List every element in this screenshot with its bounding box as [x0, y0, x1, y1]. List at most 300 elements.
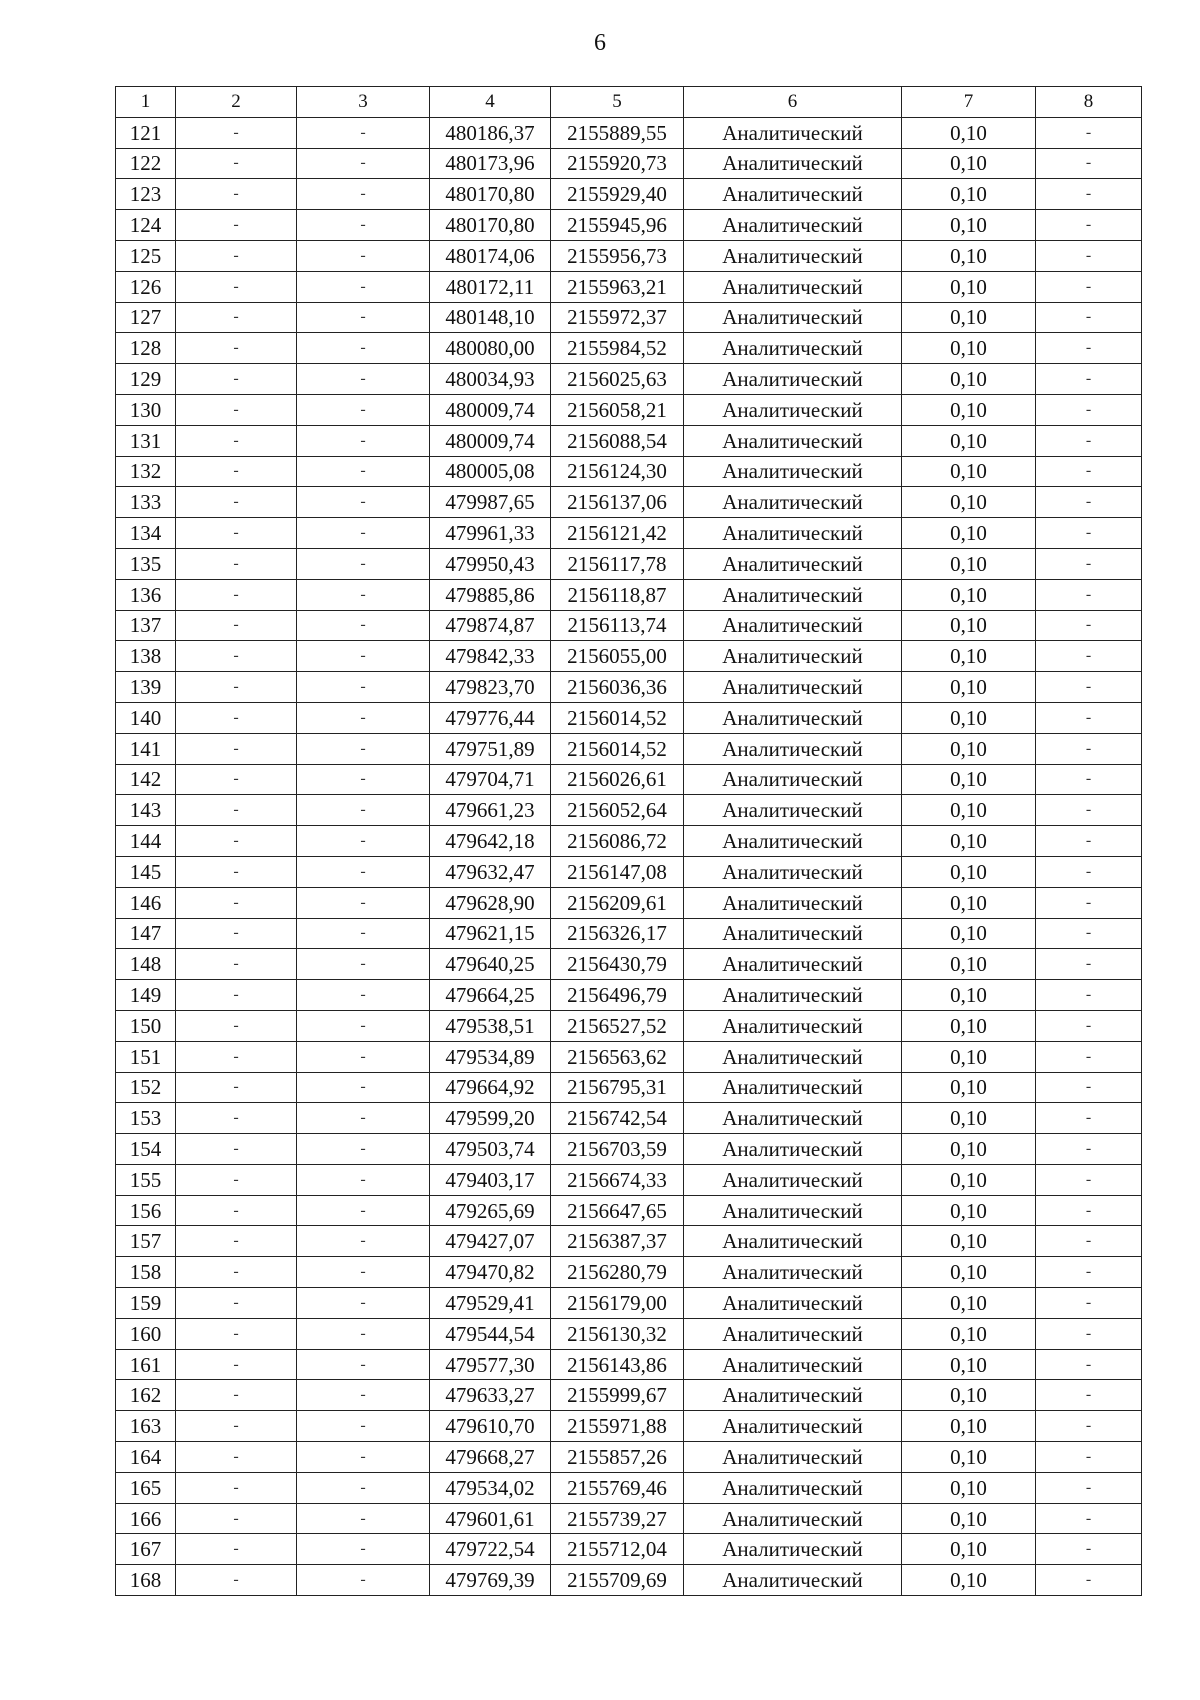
- column-8-cell: -: [1036, 702, 1142, 733]
- column-2-cell: -: [176, 795, 297, 826]
- column-8-cell: -: [1036, 795, 1142, 826]
- y-coordinate-cell: 2156527,52: [551, 1010, 684, 1041]
- accuracy-cell: 0,10: [902, 1411, 1036, 1442]
- point-number-cell: 167: [116, 1534, 176, 1565]
- column-3-cell: -: [297, 980, 430, 1011]
- column-2-cell: -: [176, 456, 297, 487]
- column-8-cell: -: [1036, 302, 1142, 333]
- table-row: [116, 487, 1142, 518]
- y-coordinate-cell: 2155971,88: [551, 1411, 684, 1442]
- coordinates-table: [115, 86, 1142, 1596]
- column-3-cell: -: [297, 425, 430, 456]
- point-number-cell: 126: [116, 271, 176, 302]
- accuracy-cell: 0,10: [902, 610, 1036, 641]
- point-number-cell: 164: [116, 1442, 176, 1473]
- accuracy-cell: 0,10: [902, 148, 1036, 179]
- column-8-cell: -: [1036, 456, 1142, 487]
- column-2-cell: -: [176, 425, 297, 456]
- column-3-cell: -: [297, 1288, 430, 1319]
- accuracy-cell: 0,10: [902, 1380, 1036, 1411]
- accuracy-cell: 0,10: [902, 425, 1036, 456]
- column-8-cell: -: [1036, 672, 1142, 703]
- accuracy-cell: 0,10: [902, 795, 1036, 826]
- method-cell: Аналитический: [684, 764, 902, 795]
- table-row: [116, 240, 1142, 271]
- x-coordinate-cell: 479534,02: [430, 1472, 551, 1503]
- x-coordinate-cell: 480170,80: [430, 210, 551, 241]
- accuracy-cell: 0,10: [902, 179, 1036, 210]
- table-row: [116, 764, 1142, 795]
- table-row: [116, 1349, 1142, 1380]
- x-coordinate-cell: 480170,80: [430, 179, 551, 210]
- column-2-cell: -: [176, 1134, 297, 1165]
- column-3-cell: -: [297, 117, 430, 148]
- x-coordinate-cell: 480148,10: [430, 302, 551, 333]
- x-coordinate-cell: 480186,37: [430, 117, 551, 148]
- point-number-cell: 161: [116, 1349, 176, 1380]
- column-8-cell: -: [1036, 117, 1142, 148]
- point-number-cell: 162: [116, 1380, 176, 1411]
- y-coordinate-cell: 2156130,32: [551, 1318, 684, 1349]
- column-2-cell: -: [176, 210, 297, 241]
- column-8-cell: -: [1036, 1195, 1142, 1226]
- y-coordinate-cell: 2156014,52: [551, 702, 684, 733]
- point-number-cell: 130: [116, 394, 176, 425]
- accuracy-cell: 0,10: [902, 333, 1036, 364]
- table-row: [116, 610, 1142, 641]
- y-coordinate-cell: 2155956,73: [551, 240, 684, 271]
- column-3-cell: -: [297, 1164, 430, 1195]
- column-2-cell: -: [176, 1472, 297, 1503]
- method-cell: Аналитический: [684, 456, 902, 487]
- y-coordinate-cell: 2156036,36: [551, 672, 684, 703]
- y-coordinate-cell: 2155769,46: [551, 1472, 684, 1503]
- point-number-cell: 125: [116, 240, 176, 271]
- y-coordinate-cell: 2156052,64: [551, 795, 684, 826]
- y-coordinate-cell: 2156025,63: [551, 364, 684, 395]
- column-8-cell: -: [1036, 364, 1142, 395]
- table-row: [116, 425, 1142, 456]
- accuracy-cell: 0,10: [902, 117, 1036, 148]
- y-coordinate-cell: 2156137,06: [551, 487, 684, 518]
- column-2-cell: -: [176, 1226, 297, 1257]
- method-cell: Аналитический: [684, 1503, 902, 1534]
- y-coordinate-cell: 2155889,55: [551, 117, 684, 148]
- table-row: [116, 1380, 1142, 1411]
- column-2-cell: -: [176, 918, 297, 949]
- method-cell: Аналитический: [684, 795, 902, 826]
- column-2-cell: -: [176, 856, 297, 887]
- table-row: [116, 117, 1142, 148]
- table-header-row: [116, 87, 1142, 118]
- table-row: [116, 826, 1142, 857]
- point-number-cell: 127: [116, 302, 176, 333]
- column-header: 6: [684, 87, 902, 118]
- column-2-cell: -: [176, 1103, 297, 1134]
- column-3-cell: -: [297, 1534, 430, 1565]
- method-cell: Аналитический: [684, 240, 902, 271]
- x-coordinate-cell: 479470,82: [430, 1257, 551, 1288]
- column-3-cell: -: [297, 1010, 430, 1041]
- column-3-cell: -: [297, 1349, 430, 1380]
- point-number-cell: 131: [116, 425, 176, 456]
- point-number-cell: 141: [116, 733, 176, 764]
- point-number-cell: 163: [116, 1411, 176, 1442]
- accuracy-cell: 0,10: [902, 364, 1036, 395]
- accuracy-cell: 0,10: [902, 733, 1036, 764]
- accuracy-cell: 0,10: [902, 210, 1036, 241]
- column-3-cell: -: [297, 641, 430, 672]
- column-8-cell: -: [1036, 1134, 1142, 1165]
- column-2-cell: -: [176, 641, 297, 672]
- x-coordinate-cell: 479601,61: [430, 1503, 551, 1534]
- accuracy-cell: 0,10: [902, 856, 1036, 887]
- column-3-cell: -: [297, 548, 430, 579]
- x-coordinate-cell: 479503,74: [430, 1134, 551, 1165]
- column-8-cell: -: [1036, 949, 1142, 980]
- y-coordinate-cell: 2156124,30: [551, 456, 684, 487]
- y-coordinate-cell: 2156055,00: [551, 641, 684, 672]
- column-8-cell: -: [1036, 1164, 1142, 1195]
- x-coordinate-cell: 479610,70: [430, 1411, 551, 1442]
- point-number-cell: 138: [116, 641, 176, 672]
- point-number-cell: 150: [116, 1010, 176, 1041]
- point-number-cell: 157: [116, 1226, 176, 1257]
- x-coordinate-cell: 479661,23: [430, 795, 551, 826]
- method-cell: Аналитический: [684, 394, 902, 425]
- column-2-cell: -: [176, 980, 297, 1011]
- y-coordinate-cell: 2156113,74: [551, 610, 684, 641]
- x-coordinate-cell: 479776,44: [430, 702, 551, 733]
- method-cell: Аналитический: [684, 1534, 902, 1565]
- column-2-cell: -: [176, 764, 297, 795]
- table-row: [116, 1534, 1142, 1565]
- column-3-cell: -: [297, 364, 430, 395]
- column-3-cell: -: [297, 1380, 430, 1411]
- column-8-cell: -: [1036, 1257, 1142, 1288]
- column-2-cell: -: [176, 1041, 297, 1072]
- y-coordinate-cell: 2155945,96: [551, 210, 684, 241]
- column-2-cell: -: [176, 271, 297, 302]
- column-8-cell: -: [1036, 1472, 1142, 1503]
- column-3-cell: -: [297, 456, 430, 487]
- column-2-cell: -: [176, 394, 297, 425]
- accuracy-cell: 0,10: [902, 1257, 1036, 1288]
- y-coordinate-cell: 2156209,61: [551, 887, 684, 918]
- column-8-cell: -: [1036, 1072, 1142, 1103]
- accuracy-cell: 0,10: [902, 456, 1036, 487]
- table-row: [116, 579, 1142, 610]
- column-3-cell: -: [297, 271, 430, 302]
- x-coordinate-cell: 479704,71: [430, 764, 551, 795]
- column-3-cell: -: [297, 1442, 430, 1473]
- y-coordinate-cell: 2156280,79: [551, 1257, 684, 1288]
- column-8-cell: -: [1036, 764, 1142, 795]
- method-cell: Аналитический: [684, 210, 902, 241]
- accuracy-cell: 0,10: [902, 1134, 1036, 1165]
- table-row: [116, 271, 1142, 302]
- column-3-cell: -: [297, 148, 430, 179]
- method-cell: Аналитический: [684, 1565, 902, 1596]
- x-coordinate-cell: 479599,20: [430, 1103, 551, 1134]
- accuracy-cell: 0,10: [902, 949, 1036, 980]
- point-number-cell: 158: [116, 1257, 176, 1288]
- column-2-cell: -: [176, 1072, 297, 1103]
- column-3-cell: -: [297, 210, 430, 241]
- table-row: [116, 518, 1142, 549]
- table-row: [116, 1411, 1142, 1442]
- x-coordinate-cell: 479751,89: [430, 733, 551, 764]
- x-coordinate-cell: 479842,33: [430, 641, 551, 672]
- table-row: [116, 641, 1142, 672]
- y-coordinate-cell: 2156121,42: [551, 518, 684, 549]
- x-coordinate-cell: 480034,93: [430, 364, 551, 395]
- table-row: [116, 179, 1142, 210]
- method-cell: Аналитический: [684, 487, 902, 518]
- column-8-cell: -: [1036, 179, 1142, 210]
- column-header: 2: [176, 87, 297, 118]
- method-cell: Аналитический: [684, 1472, 902, 1503]
- y-coordinate-cell: 2155709,69: [551, 1565, 684, 1596]
- column-3-cell: -: [297, 1472, 430, 1503]
- x-coordinate-cell: 479621,15: [430, 918, 551, 949]
- column-2-cell: -: [176, 672, 297, 703]
- method-cell: Аналитический: [684, 1442, 902, 1473]
- x-coordinate-cell: 479265,69: [430, 1195, 551, 1226]
- column-3-cell: -: [297, 1318, 430, 1349]
- column-2-cell: -: [176, 487, 297, 518]
- column-2-cell: -: [176, 1380, 297, 1411]
- table-row: [116, 333, 1142, 364]
- x-coordinate-cell: 479823,70: [430, 672, 551, 703]
- column-3-cell: -: [297, 333, 430, 364]
- table-row: [116, 1442, 1142, 1473]
- column-2-cell: -: [176, 1164, 297, 1195]
- y-coordinate-cell: 2156326,17: [551, 918, 684, 949]
- x-coordinate-cell: 480005,08: [430, 456, 551, 487]
- column-3-cell: -: [297, 949, 430, 980]
- method-cell: Аналитический: [684, 1226, 902, 1257]
- column-header: 5: [551, 87, 684, 118]
- accuracy-cell: 0,10: [902, 1442, 1036, 1473]
- method-cell: Аналитический: [684, 1164, 902, 1195]
- accuracy-cell: 0,10: [902, 1072, 1036, 1103]
- column-2-cell: -: [176, 548, 297, 579]
- table-body: [116, 117, 1142, 1595]
- column-2-cell: -: [176, 240, 297, 271]
- table-row: [116, 364, 1142, 395]
- column-2-cell: -: [176, 579, 297, 610]
- y-coordinate-cell: 2155857,26: [551, 1442, 684, 1473]
- point-number-cell: 123: [116, 179, 176, 210]
- column-8-cell: -: [1036, 425, 1142, 456]
- point-number-cell: 153: [116, 1103, 176, 1134]
- point-number-cell: 144: [116, 826, 176, 857]
- accuracy-cell: 0,10: [902, 764, 1036, 795]
- x-coordinate-cell: 479529,41: [430, 1288, 551, 1319]
- column-3-cell: -: [297, 918, 430, 949]
- column-2-cell: -: [176, 887, 297, 918]
- y-coordinate-cell: 2156143,86: [551, 1349, 684, 1380]
- column-2-cell: -: [176, 1010, 297, 1041]
- column-3-cell: -: [297, 702, 430, 733]
- x-coordinate-cell: 479577,30: [430, 1349, 551, 1380]
- column-8-cell: -: [1036, 610, 1142, 641]
- y-coordinate-cell: 2156647,65: [551, 1195, 684, 1226]
- column-2-cell: -: [176, 949, 297, 980]
- table-row: [116, 1072, 1142, 1103]
- column-2-cell: -: [176, 1195, 297, 1226]
- column-2-cell: -: [176, 117, 297, 148]
- accuracy-cell: 0,10: [902, 1010, 1036, 1041]
- method-cell: Аналитический: [684, 641, 902, 672]
- column-8-cell: -: [1036, 733, 1142, 764]
- table-row: [116, 394, 1142, 425]
- point-number-cell: 152: [116, 1072, 176, 1103]
- table-row: [116, 1472, 1142, 1503]
- column-3-cell: -: [297, 579, 430, 610]
- y-coordinate-cell: 2156430,79: [551, 949, 684, 980]
- method-cell: Аналитический: [684, 980, 902, 1011]
- column-header: 8: [1036, 87, 1142, 118]
- column-8-cell: -: [1036, 1349, 1142, 1380]
- method-cell: Аналитический: [684, 548, 902, 579]
- point-number-cell: 146: [116, 887, 176, 918]
- accuracy-cell: 0,10: [902, 672, 1036, 703]
- method-cell: Аналитический: [684, 364, 902, 395]
- column-8-cell: -: [1036, 487, 1142, 518]
- point-number-cell: 154: [116, 1134, 176, 1165]
- table-row: [116, 210, 1142, 241]
- y-coordinate-cell: 2155999,67: [551, 1380, 684, 1411]
- method-cell: Аналитический: [684, 918, 902, 949]
- column-3-cell: -: [297, 518, 430, 549]
- point-number-cell: 121: [116, 117, 176, 148]
- column-8-cell: -: [1036, 856, 1142, 887]
- table-row: [116, 456, 1142, 487]
- accuracy-cell: 0,10: [902, 394, 1036, 425]
- method-cell: Аналитический: [684, 672, 902, 703]
- method-cell: Аналитический: [684, 518, 902, 549]
- table-row: [116, 949, 1142, 980]
- column-3-cell: -: [297, 1072, 430, 1103]
- column-3-cell: -: [297, 826, 430, 857]
- column-3-cell: -: [297, 394, 430, 425]
- accuracy-cell: 0,10: [902, 579, 1036, 610]
- table-row: [116, 1226, 1142, 1257]
- accuracy-cell: 0,10: [902, 641, 1036, 672]
- column-8-cell: -: [1036, 271, 1142, 302]
- accuracy-cell: 0,10: [902, 302, 1036, 333]
- table-row: [116, 302, 1142, 333]
- y-coordinate-cell: 2155972,37: [551, 302, 684, 333]
- method-cell: Аналитический: [684, 1134, 902, 1165]
- accuracy-cell: 0,10: [902, 980, 1036, 1011]
- table-row: [116, 1195, 1142, 1226]
- accuracy-cell: 0,10: [902, 1534, 1036, 1565]
- accuracy-cell: 0,10: [902, 1041, 1036, 1072]
- method-cell: Аналитический: [684, 148, 902, 179]
- column-3-cell: -: [297, 1103, 430, 1134]
- method-cell: Аналитический: [684, 887, 902, 918]
- column-8-cell: -: [1036, 1288, 1142, 1319]
- column-2-cell: -: [176, 1565, 297, 1596]
- point-number-cell: 133: [116, 487, 176, 518]
- accuracy-cell: 0,10: [902, 826, 1036, 857]
- column-8-cell: -: [1036, 579, 1142, 610]
- accuracy-cell: 0,10: [902, 271, 1036, 302]
- column-8-cell: -: [1036, 1565, 1142, 1596]
- point-number-cell: 166: [116, 1503, 176, 1534]
- accuracy-cell: 0,10: [902, 1288, 1036, 1319]
- column-2-cell: -: [176, 1288, 297, 1319]
- method-cell: Аналитический: [684, 610, 902, 641]
- y-coordinate-cell: 2156086,72: [551, 826, 684, 857]
- column-2-cell: -: [176, 1503, 297, 1534]
- accuracy-cell: 0,10: [902, 487, 1036, 518]
- x-coordinate-cell: 479534,89: [430, 1041, 551, 1072]
- method-cell: Аналитический: [684, 1041, 902, 1072]
- column-8-cell: -: [1036, 148, 1142, 179]
- column-2-cell: -: [176, 1534, 297, 1565]
- point-number-cell: 145: [116, 856, 176, 887]
- table-row: [116, 1257, 1142, 1288]
- y-coordinate-cell: 2156496,79: [551, 980, 684, 1011]
- point-number-cell: 137: [116, 610, 176, 641]
- column-2-cell: -: [176, 702, 297, 733]
- x-coordinate-cell: 480173,96: [430, 148, 551, 179]
- point-number-cell: 148: [116, 949, 176, 980]
- accuracy-cell: 0,10: [902, 518, 1036, 549]
- method-cell: Аналитический: [684, 1257, 902, 1288]
- x-coordinate-cell: 480009,74: [430, 425, 551, 456]
- method-cell: Аналитический: [684, 333, 902, 364]
- point-number-cell: 142: [116, 764, 176, 795]
- table-row: [116, 795, 1142, 826]
- column-8-cell: -: [1036, 1411, 1142, 1442]
- column-2-cell: -: [176, 610, 297, 641]
- method-cell: Аналитический: [684, 1380, 902, 1411]
- method-cell: Аналитический: [684, 856, 902, 887]
- column-3-cell: -: [297, 1565, 430, 1596]
- table-row: [116, 1041, 1142, 1072]
- table-row: [116, 1103, 1142, 1134]
- column-8-cell: -: [1036, 333, 1142, 364]
- x-coordinate-cell: 479640,25: [430, 949, 551, 980]
- column-8-cell: -: [1036, 240, 1142, 271]
- column-2-cell: -: [176, 1318, 297, 1349]
- accuracy-cell: 0,10: [902, 548, 1036, 579]
- column-3-cell: -: [297, 733, 430, 764]
- accuracy-cell: 0,10: [902, 1503, 1036, 1534]
- table-row: [116, 980, 1142, 1011]
- column-2-cell: -: [176, 1411, 297, 1442]
- accuracy-cell: 0,10: [902, 1318, 1036, 1349]
- column-8-cell: -: [1036, 210, 1142, 241]
- column-8-cell: -: [1036, 980, 1142, 1011]
- x-coordinate-cell: 479538,51: [430, 1010, 551, 1041]
- column-header: 4: [430, 87, 551, 118]
- column-3-cell: -: [297, 240, 430, 271]
- y-coordinate-cell: 2156147,08: [551, 856, 684, 887]
- x-coordinate-cell: 479722,54: [430, 1534, 551, 1565]
- method-cell: Аналитический: [684, 425, 902, 456]
- y-coordinate-cell: 2156387,37: [551, 1226, 684, 1257]
- table-row: [116, 918, 1142, 949]
- column-2-cell: -: [176, 1349, 297, 1380]
- column-8-cell: -: [1036, 1534, 1142, 1565]
- x-coordinate-cell: 479403,17: [430, 1164, 551, 1195]
